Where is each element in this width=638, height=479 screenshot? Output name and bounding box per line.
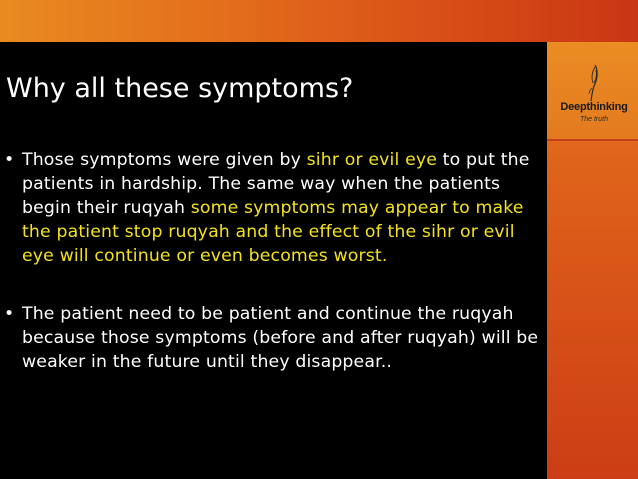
logo-name: Deepthinking xyxy=(560,101,628,113)
bullet-item xyxy=(4,148,540,268)
bullet-text-segment: to put the patients in hardship. The same way when the patients begin their ruqyah xyxy=(22,150,530,218)
bullet-text-segment: Those symptoms were given by xyxy=(22,150,307,170)
highlighted-text: some symptoms may appear to make the patient stop ruqyah and the effect of the sihr or evil eye will continue or even becomes worst. xyxy=(22,198,524,266)
bullet-marker: • xyxy=(4,150,15,170)
bullet-item xyxy=(4,302,540,374)
bullet-marker: • xyxy=(4,304,15,324)
slide-title: Why all these symptoms? xyxy=(6,73,354,104)
top-accent-band xyxy=(0,0,638,42)
bullet-text-segment: The patient need to be patient and continue the ruqyah because those symptoms (before and after ruqyah) will be weaker in the future until they disappear.. xyxy=(22,304,539,372)
highlighted-text: sihr or evil eye xyxy=(306,150,438,170)
bullet-list xyxy=(4,148,540,374)
deepthinking-logo xyxy=(556,64,632,134)
feather-pen-icon xyxy=(586,64,602,102)
panel-divider xyxy=(547,139,638,141)
logo-tagline: The truth xyxy=(579,116,608,123)
